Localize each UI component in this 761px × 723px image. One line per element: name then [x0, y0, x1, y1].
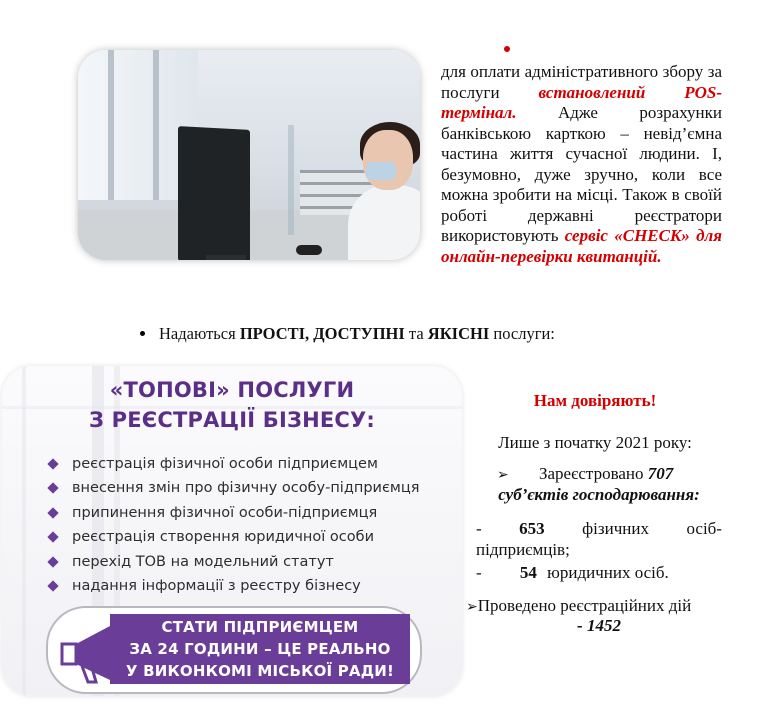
service-item-text: реєстрація створення юридичної особи: [72, 529, 374, 546]
photo-glass-partition: [288, 125, 294, 235]
entrepreneur-banner: [46, 606, 422, 694]
infographic-title-line1: «ТОПОВІ» ПОСЛУГИ: [109, 378, 355, 402]
bullet-bold-text: ЯКІСНІ: [427, 324, 490, 343]
service-item-text: припинення фізичної особи-підприємця: [72, 504, 378, 521]
actions-value: - 1452: [577, 616, 621, 635]
check-service-emphasis: сервіс «CHECK» для онлайн-перевірки квитанцій.: [441, 226, 722, 266]
pos-terminal-paragraph: [441, 62, 722, 267]
list-item: [46, 527, 419, 551]
window-frame: [108, 50, 114, 200]
list-item: [46, 454, 419, 478]
registrar-photo: [78, 50, 420, 260]
legal-label: юридичних осіб.: [547, 563, 669, 582]
paragraph-text: для оплати адміністративного збору за послуги: [441, 62, 722, 102]
registered-line: [497, 464, 727, 484]
services-list: [46, 454, 419, 600]
diamond-bullet-icon: [46, 506, 60, 520]
service-item-text: надання інформації з реєстру бізнесу: [72, 577, 361, 594]
service-item-text: внесення змін про фізичну особу-підприємця: [72, 480, 420, 497]
list-item: [46, 503, 419, 527]
top-services-infographic: [2, 366, 462, 696]
services-quality-bullet: [140, 324, 555, 344]
photo-monitor: [178, 126, 250, 260]
list-item: [46, 576, 419, 600]
fop-value: 653: [519, 519, 545, 538]
infographic-title-line2: З РЕЄСТРАЦІЇ БІЗНЕСУ:: [88, 408, 376, 432]
dash-marker: -: [476, 519, 482, 538]
registered-value: 707: [647, 464, 674, 483]
bullet-text: Надаються: [159, 324, 240, 343]
bullet-icon: [140, 331, 145, 336]
bullet-text: послуги:: [489, 324, 555, 343]
banner-line: У ВИКОНКОМІ МІСЬКОЇ РАДИ!: [125, 662, 395, 680]
window-frame: [153, 50, 159, 200]
photo-monitor-stand: [206, 255, 246, 260]
diamond-bullet-icon: [46, 481, 60, 495]
trust-heading: Нам довіряють!: [533, 391, 657, 410]
fop-line: [476, 519, 722, 539]
list-item: [46, 478, 419, 502]
diamond-bullet-icon: [46, 579, 60, 593]
photo-face-mask: [366, 162, 396, 180]
legal-value: 54: [519, 563, 537, 582]
dash-marker: -: [476, 563, 482, 582]
paragraph-text: Адже розрахунки банківською карткою – невід’ємна частина життя сучасної людини. І, безумовно, дуже зручно, коли все можна зробити на місці. Також в своїй роботі державні реєстратори використовують: [441, 103, 722, 245]
arrow-bullet-icon: ➢: [466, 599, 478, 615]
bullet-text: та: [404, 324, 428, 343]
fop-label-continued: підприємців;: [476, 540, 570, 559]
list-item: [46, 552, 419, 576]
fop-label: фізичних: [582, 519, 649, 538]
photo-mouse: [296, 245, 322, 255]
diamond-bullet-icon: [46, 457, 60, 471]
registered-label: Зареєстровано: [538, 464, 644, 483]
photo-registrar-coat: [348, 185, 420, 260]
pos-terminal-emphasis: встановлений POS-термінал.: [441, 82, 722, 122]
service-item-text: реєстрація фізичної особи підприємцем: [72, 456, 378, 472]
diamond-bullet-icon: [46, 555, 60, 569]
fop-label: осіб-: [686, 519, 722, 538]
since-2021-label: Лише з початку 2021 року:: [498, 433, 692, 452]
actions-label: Проведено реєстраційних дій: [477, 596, 692, 615]
service-item-text: перехід ТОВ на модельний статут: [72, 553, 334, 570]
bullet-bold-text: ПРОСТІ, ДОСТУПНІ: [239, 324, 405, 343]
red-bullet-icon: [504, 46, 510, 52]
diamond-bullet-icon: [46, 530, 60, 544]
banner-text-block: [110, 614, 410, 684]
arrow-bullet-icon: ➢: [497, 467, 509, 483]
actions-line: [466, 596, 728, 616]
banner-line: СТАТИ ПІДПРИЄМЦЕМ: [161, 618, 359, 636]
banner-line: ЗА 24 ГОДИНИ – ЦЕ РЕАЛЬНО: [129, 640, 391, 658]
legal-line: [476, 563, 669, 583]
registered-suffix: суб’єктів господарювання:: [498, 485, 700, 504]
photo-registrar-face: [363, 130, 413, 190]
